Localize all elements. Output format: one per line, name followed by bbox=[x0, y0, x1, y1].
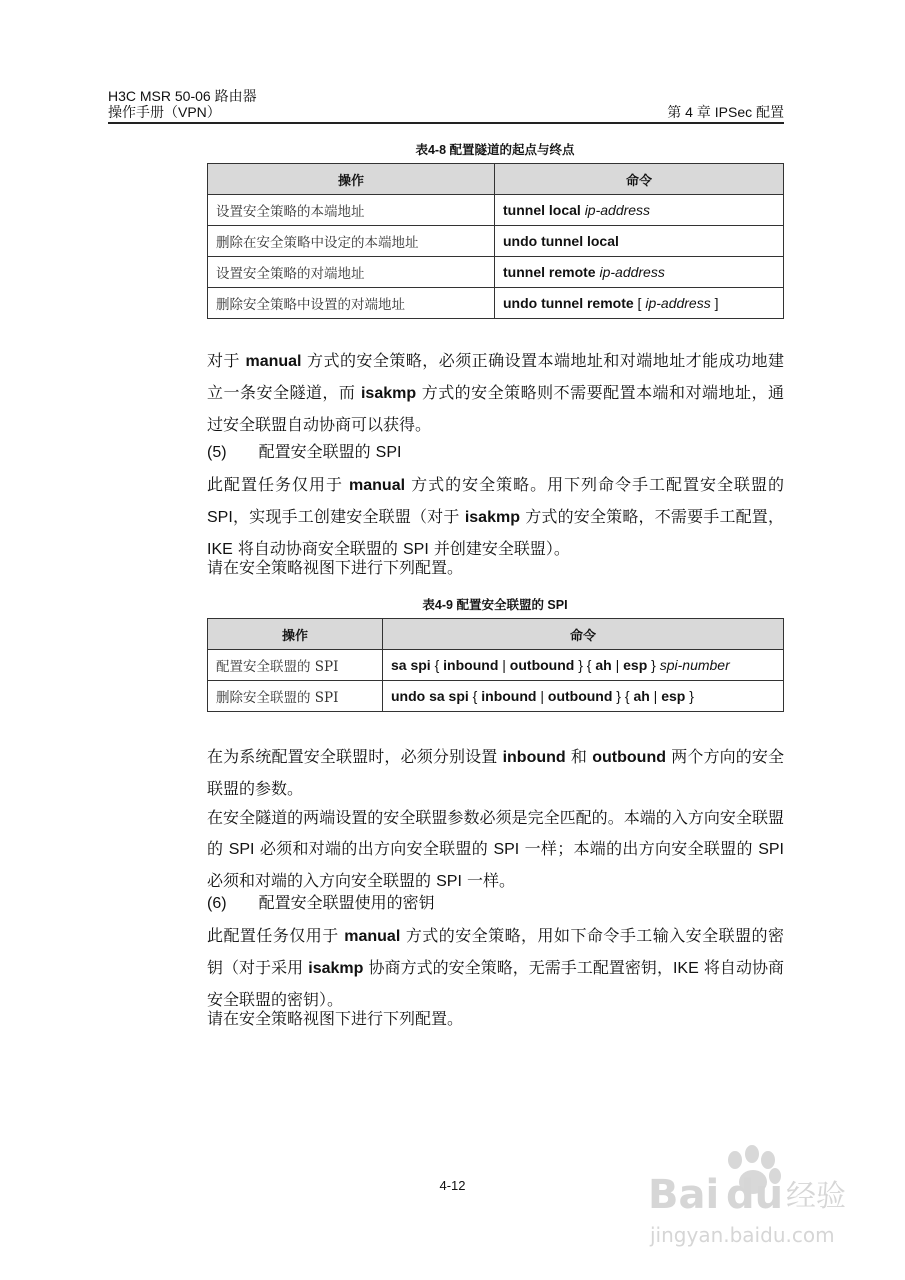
text-run: SPI bbox=[228, 841, 255, 858]
text-run: } { bbox=[612, 688, 634, 704]
text-run: 方式的安全策略，用如下命令手工输入安全联盟的密钥（对于采用 bbox=[207, 926, 784, 977]
text-run: } bbox=[685, 688, 694, 704]
keyword: manual bbox=[245, 353, 302, 370]
paragraph bbox=[207, 436, 784, 468]
text-run: 两个方向的安全联盟的参数。 bbox=[207, 747, 784, 798]
text-run: 将自动协商安全联盟的密钥）。 bbox=[207, 958, 784, 1009]
text-run: | bbox=[498, 657, 510, 673]
paragraph bbox=[207, 469, 784, 565]
text-run: } bbox=[647, 657, 660, 673]
text-run: 方式的安全策略。用下列命令手工配置安全联盟的 bbox=[405, 475, 784, 494]
text-run: 将自动协商安全联盟的 bbox=[232, 539, 403, 558]
paragraph bbox=[207, 345, 784, 440]
text-run: SPI bbox=[402, 541, 429, 558]
text-run: SPI bbox=[207, 509, 233, 526]
text-run: SPI bbox=[375, 444, 402, 461]
header-product: H3C MSR 50-06 路由器 bbox=[108, 88, 257, 104]
header-chapter: 第 4 章 IPSec 配置 bbox=[667, 104, 784, 120]
argument: ip-address bbox=[599, 264, 665, 280]
keyword: tunnel local bbox=[503, 202, 585, 218]
header-manual: 操作手册（VPN） bbox=[108, 104, 221, 120]
text-run: | bbox=[611, 657, 624, 673]
keyword: undo sa spi bbox=[391, 688, 469, 704]
table1-caption: 表4-8 配置隧道的起点与终点 bbox=[415, 143, 575, 157]
svg-text:Bai: Bai bbox=[648, 1172, 720, 1218]
text-run: SPI bbox=[758, 841, 784, 858]
col-header-cmd: 命令 bbox=[383, 619, 784, 650]
keyword: esp bbox=[661, 688, 686, 704]
table-row bbox=[208, 681, 784, 712]
header-rule bbox=[108, 122, 784, 124]
text-run: 对于 bbox=[207, 351, 246, 370]
text-run: (5) bbox=[207, 444, 227, 461]
table-tunnel-endpoints bbox=[207, 163, 784, 319]
text-run: { bbox=[430, 657, 444, 673]
keyword: undo tunnel remote bbox=[503, 295, 634, 311]
text-run: 协商方式的安全策略，无需手工配置密钥， bbox=[363, 958, 673, 977]
text-run: 一样。 bbox=[461, 871, 515, 890]
paragraph bbox=[207, 1003, 784, 1034]
baidu-watermark bbox=[640, 1140, 870, 1270]
keyword: tunnel remote bbox=[503, 264, 600, 280]
text-run: ] bbox=[710, 295, 719, 311]
operation-cell: 删除安全联盟的 SPI bbox=[208, 681, 383, 712]
text-run: 并创建安全联盟）。 bbox=[428, 539, 570, 558]
text-run: 和 bbox=[565, 747, 593, 766]
command-cell bbox=[495, 257, 784, 288]
argument: ip-address bbox=[645, 295, 711, 311]
table-sa-spi bbox=[207, 618, 784, 712]
text-run: 方式的安全策略，必须正确设置本端地址和对端地址才能成功地建立一条安全隧道，而 bbox=[207, 351, 784, 402]
table-row bbox=[208, 226, 784, 257]
text-run: SPI bbox=[493, 841, 520, 858]
keyword: inbound bbox=[443, 657, 499, 673]
text-run: | bbox=[536, 688, 548, 704]
text-run: 请在安全策略视图下进行下列配置。 bbox=[207, 558, 464, 577]
paragraph bbox=[207, 887, 784, 919]
text-run: | bbox=[649, 688, 662, 704]
keyword: isakmp bbox=[308, 960, 364, 977]
text-run: 必须和对端的入方向安全联盟的 bbox=[207, 871, 437, 890]
command-cell bbox=[495, 195, 784, 226]
keyword: manual bbox=[344, 928, 401, 945]
operation-cell: 删除在安全策略中设定的本端地址 bbox=[208, 226, 495, 257]
keyword: isakmp bbox=[464, 509, 520, 526]
operation-cell: 配置安全联盟的 SPI bbox=[208, 650, 383, 681]
text-run: IKE bbox=[672, 960, 699, 977]
keyword: outbound bbox=[547, 688, 613, 704]
text-run: 在为系统配置安全联盟时，必须分别设置 bbox=[207, 747, 503, 766]
paragraph bbox=[207, 741, 784, 804]
paragraph bbox=[207, 552, 784, 583]
text-run: ，实现手工创建安全联盟（对于 bbox=[232, 507, 465, 526]
command-cell bbox=[383, 650, 784, 681]
text-run: SPI bbox=[436, 873, 462, 890]
keyword: isakmp bbox=[360, 385, 417, 402]
table-row bbox=[208, 195, 784, 226]
keyword: sa spi bbox=[391, 657, 431, 673]
operation-cell: 设置安全策略的本端地址 bbox=[208, 195, 495, 226]
keyword: manual bbox=[349, 477, 406, 494]
baidu-paw-logo-icon bbox=[640, 1140, 870, 1270]
text-run: 一样；本端的出方向安全联盟的 bbox=[519, 839, 759, 858]
paragraph bbox=[207, 920, 784, 1015]
svg-text:经验: 经验 bbox=[786, 1179, 846, 1214]
keyword: ah bbox=[633, 688, 650, 704]
text-run: (6) bbox=[207, 895, 227, 912]
text-run: 方式的安全策略，不需要手工配置， bbox=[519, 507, 784, 526]
keyword: outbound bbox=[509, 657, 575, 673]
text-run: IKE bbox=[207, 541, 233, 558]
table2-caption: 表4-9 配置安全联盟的 SPI bbox=[422, 598, 568, 612]
text-run: } { bbox=[574, 657, 596, 673]
keyword: undo tunnel local bbox=[503, 233, 619, 249]
operation-cell: 删除安全策略中设置的对端地址 bbox=[208, 288, 495, 319]
command-cell bbox=[383, 681, 784, 712]
text-run: 请在安全策略视图下进行下列配置。 bbox=[207, 1009, 464, 1028]
operation-cell: 设置安全策略的对端地址 bbox=[208, 257, 495, 288]
table-row bbox=[208, 257, 784, 288]
text-run: 方式的安全策略则不需要配置本端和对端地址，通过安全联盟自动协商可以获得。 bbox=[207, 383, 784, 434]
svg-text:du: du bbox=[726, 1172, 784, 1218]
keyword: ah bbox=[595, 657, 612, 673]
text-run: 在安全隧道的两端设置的安全联盟参数必须是完全匹配的。本端的入方向安全联盟的 bbox=[207, 808, 784, 858]
table-row bbox=[208, 288, 784, 319]
keyword: inbound bbox=[481, 688, 537, 704]
argument: ip-address bbox=[584, 202, 651, 218]
page-number: 4-12 bbox=[439, 1178, 466, 1193]
paragraph bbox=[207, 802, 784, 897]
text-run: 配置安全联盟使用的密钥 bbox=[226, 893, 435, 912]
text-run: 必须和对端的出方向安全联盟的 bbox=[254, 839, 494, 858]
svg-text:jingyan.baidu.com: jingyan.baidu.com bbox=[650, 1223, 835, 1247]
keyword: esp bbox=[623, 657, 648, 673]
text-run: 配置安全联盟的 bbox=[226, 442, 376, 461]
text-run: 此配置任务仅用于 bbox=[207, 926, 345, 945]
text-run: { bbox=[468, 688, 482, 704]
table-row bbox=[208, 650, 784, 681]
text-run: [ bbox=[633, 295, 646, 311]
argument: spi-number bbox=[659, 657, 730, 673]
command-cell bbox=[495, 288, 784, 319]
keyword: inbound bbox=[502, 749, 566, 766]
keyword: outbound bbox=[592, 749, 666, 766]
col-header-cmd: 命令 bbox=[495, 164, 784, 195]
col-header-op: 操作 bbox=[208, 619, 383, 650]
command-cell bbox=[495, 226, 784, 257]
col-header-op: 操作 bbox=[208, 164, 495, 195]
text-run: 此配置任务仅用于 bbox=[207, 475, 350, 494]
